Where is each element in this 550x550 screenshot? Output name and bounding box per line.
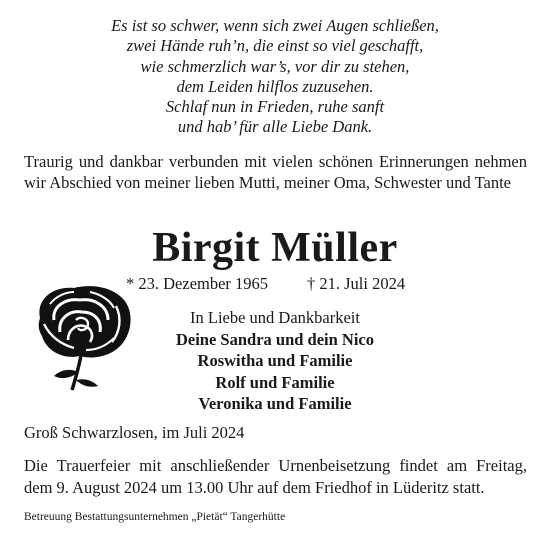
funeral-line: dem 9. August 2024 um 13.00 Uhr auf dem Friedhof in Lüderitz statt. [24, 477, 485, 497]
funeral-home-credit: Betreuung Bestattungsunternehmen „Pietät“ Tangerhütte [24, 511, 286, 523]
mourner-family: Deine Sandra und dein Nico [175, 329, 375, 349]
death-date: † 21. Juli 2024 [307, 274, 406, 293]
intro-text: Traurig und dankbar verbunden mit vielen schönen Erinnerungen nehmen wir Abschied von meiner lieben Mutti, meiner Oma, Schwester und Tante [24, 152, 527, 192]
funeral-line: Die Trauerfeier mit anschließender Urnenbeisetzung findet am Freitag, [24, 456, 527, 475]
rose-icon [30, 280, 140, 392]
poem-line: Es ist so schwer, wenn sich zwei Augen schließen, [111, 16, 439, 35]
deceased-name: Birgit Müller [152, 225, 398, 271]
poem-line: zwei Hände ruh’n, die einst so viel geschafft, [126, 36, 424, 56]
mourner-family: Veronika und Familie [198, 394, 352, 413]
funeral-notice [24, 455, 527, 498]
poem [0, 16, 550, 138]
mourner-family: Roswitha und Familie [197, 351, 353, 370]
mourner-family: Rolf und Familie [215, 372, 335, 392]
poem-line: wie schmerzlich war’s, vor dir zu stehen, [140, 56, 410, 76]
place-date: Groß Schwarzlosen, im Juli 2024 [24, 423, 245, 442]
poem-line: und hab’ für alle Liebe Dank. [177, 117, 373, 137]
mourners [140, 307, 410, 415]
mourners-lead: In Liebe und Dankbarkeit [190, 308, 360, 327]
poem-line: dem Leiden hilflos zuzusehen. [176, 76, 374, 96]
birth-date: * 23. Dezember 1965 [126, 274, 269, 293]
poem-line: Schlaf nun in Frieden, ruhe sanft [165, 97, 385, 117]
